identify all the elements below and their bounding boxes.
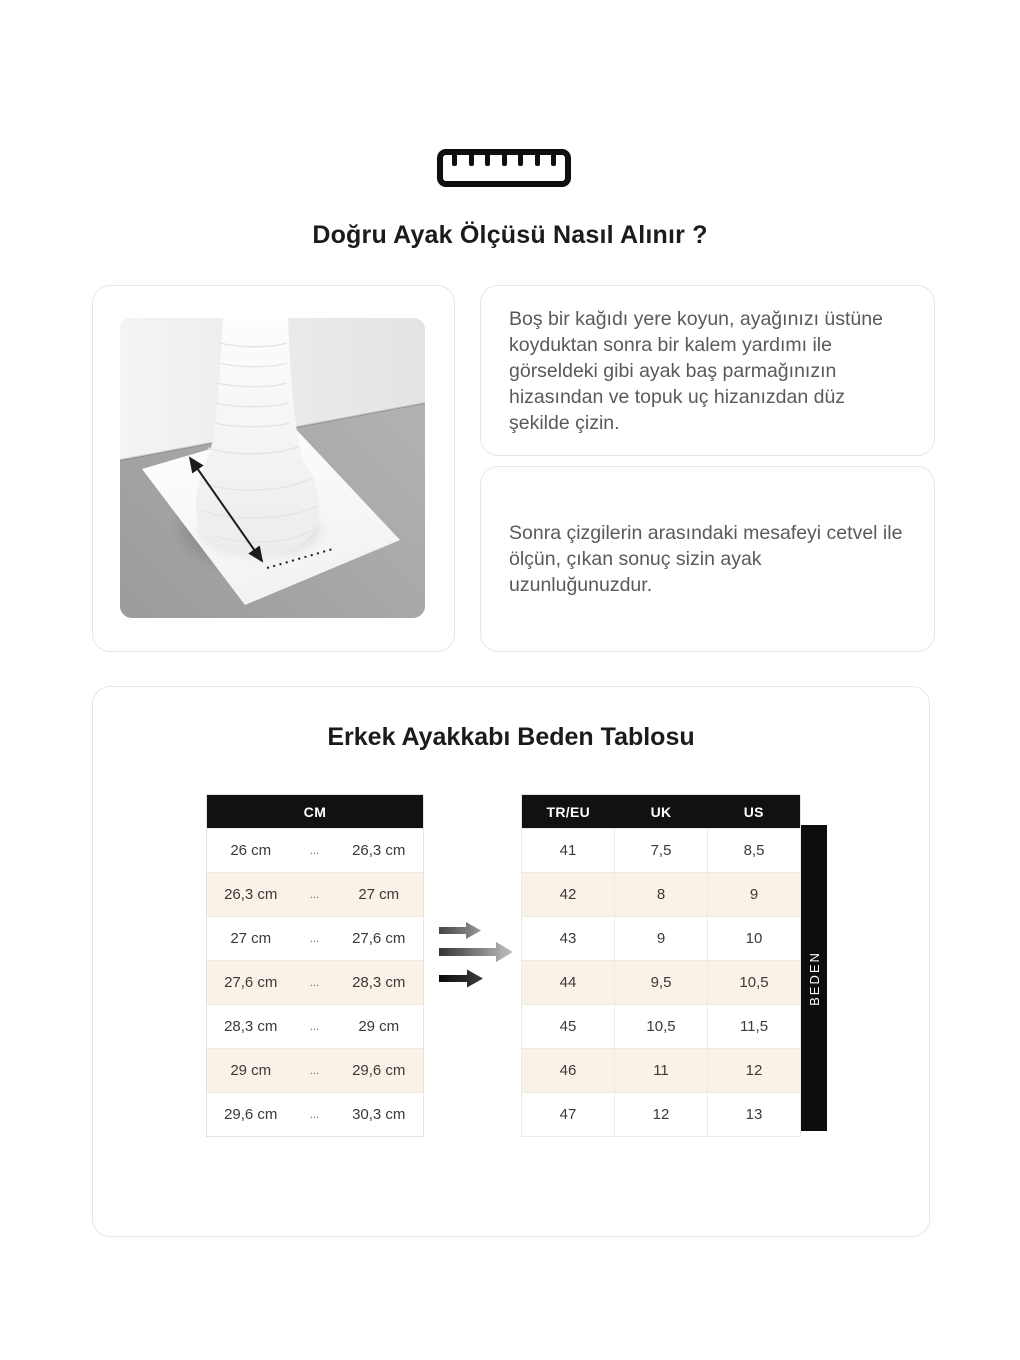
- treu-size-value: 42: [522, 873, 615, 917]
- cm-from-value: 29 cm: [207, 1049, 295, 1093]
- ruler-icon: [437, 149, 571, 187]
- instruction-text-2: Sonra çizgilerin arasındaki mesafeyi cetvel ile ölçün, çıkan sonuç sizin ayak uzunluğunuzdur.: [509, 522, 903, 596]
- cm-table: [206, 794, 424, 1137]
- cm-table-row: [207, 1093, 424, 1137]
- cm-table-header: CM: [207, 795, 424, 829]
- col-header-treu: TR/EU: [522, 795, 615, 829]
- range-separator: ...: [295, 1049, 335, 1093]
- us-size-value: 12: [708, 1049, 801, 1093]
- cm-to-value: 26,3 cm: [335, 829, 424, 873]
- treu-size-value: 41: [522, 829, 615, 873]
- instruction-card-2: [480, 466, 935, 652]
- treu-size-value: 44: [522, 961, 615, 1005]
- size-table-row: [522, 1093, 801, 1137]
- us-size-value: 10,5: [708, 961, 801, 1005]
- size-table-row: [522, 961, 801, 1005]
- size-table-row: [522, 917, 801, 961]
- cm-to-value: 27 cm: [335, 873, 424, 917]
- cm-from-value: 27,6 cm: [207, 961, 295, 1005]
- uk-size-value: 9: [615, 917, 708, 961]
- cm-from-value: 27 cm: [207, 917, 295, 961]
- instruction-text-1: Boş bir kağıdı yere koyun, ayağınızı üstüne koyduktan sonra bir kalem yardımı ile görseldeki gibi ayak baş parmağınızın hizasından ve topuk uç hizanızdan düz şekilde çizin.: [509, 307, 883, 434]
- cm-to-value: 29 cm: [335, 1005, 424, 1049]
- foot-photo-card: [92, 285, 455, 652]
- treu-size-value: 43: [522, 917, 615, 961]
- us-size-value: 13: [708, 1093, 801, 1137]
- cm-from-value: 28,3 cm: [207, 1005, 295, 1049]
- cm-from-value: 26 cm: [207, 829, 295, 873]
- cm-to-value: 28,3 cm: [335, 961, 424, 1005]
- range-separator: ...: [295, 829, 335, 873]
- range-separator: ...: [295, 873, 335, 917]
- cm-table-row: [207, 873, 424, 917]
- cm-to-value: 29,6 cm: [335, 1049, 424, 1093]
- range-separator: ...: [295, 917, 335, 961]
- size-table-row: [522, 829, 801, 873]
- size-table-row: [522, 1005, 801, 1049]
- size-conversion-table: [521, 794, 801, 1137]
- size-table-row: [522, 873, 801, 917]
- us-size-value: 10: [708, 917, 801, 961]
- cm-table-row: [207, 829, 424, 873]
- cm-table-row: [207, 917, 424, 961]
- size-table-card: [92, 686, 930, 1237]
- cm-table-row: [207, 1005, 424, 1049]
- size-table-title: Erkek Ayakkabı Beden Tablosu: [327, 723, 695, 751]
- beden-side-label: [801, 825, 827, 1131]
- uk-size-value: 9,5: [615, 961, 708, 1005]
- range-separator: ...: [295, 1005, 335, 1049]
- cm-table-row: [207, 961, 424, 1005]
- us-size-value: 8,5: [708, 829, 801, 873]
- uk-size-value: 10,5: [615, 1005, 708, 1049]
- range-separator: ...: [295, 1093, 335, 1137]
- uk-size-value: 8: [615, 873, 708, 917]
- us-size-value: 11,5: [708, 1005, 801, 1049]
- us-size-value: 9: [708, 873, 801, 917]
- instruction-card-1: [480, 285, 935, 456]
- cm-to-value: 30,3 cm: [335, 1093, 424, 1137]
- col-header-uk: UK: [615, 795, 708, 829]
- col-header-us: US: [708, 795, 801, 829]
- cm-from-value: 26,3 cm: [207, 873, 295, 917]
- treu-size-value: 47: [522, 1093, 615, 1137]
- uk-size-value: 7,5: [615, 829, 708, 873]
- cm-to-value: 27,6 cm: [335, 917, 424, 961]
- beden-label-text: BEDEN: [806, 950, 822, 1006]
- foot-measure-photo: [120, 318, 425, 618]
- uk-size-value: 11: [615, 1049, 708, 1093]
- conversion-arrows-icon: [438, 922, 514, 992]
- page-title: Doğru Ayak Ölçüsü Nasıl Alınır ?: [312, 221, 708, 249]
- cm-from-value: 29,6 cm: [207, 1093, 295, 1137]
- cm-table-row: [207, 1049, 424, 1093]
- range-separator: ...: [295, 961, 335, 1005]
- size-table-row: [522, 1049, 801, 1093]
- uk-size-value: 12: [615, 1093, 708, 1137]
- treu-size-value: 46: [522, 1049, 615, 1093]
- treu-size-value: 45: [522, 1005, 615, 1049]
